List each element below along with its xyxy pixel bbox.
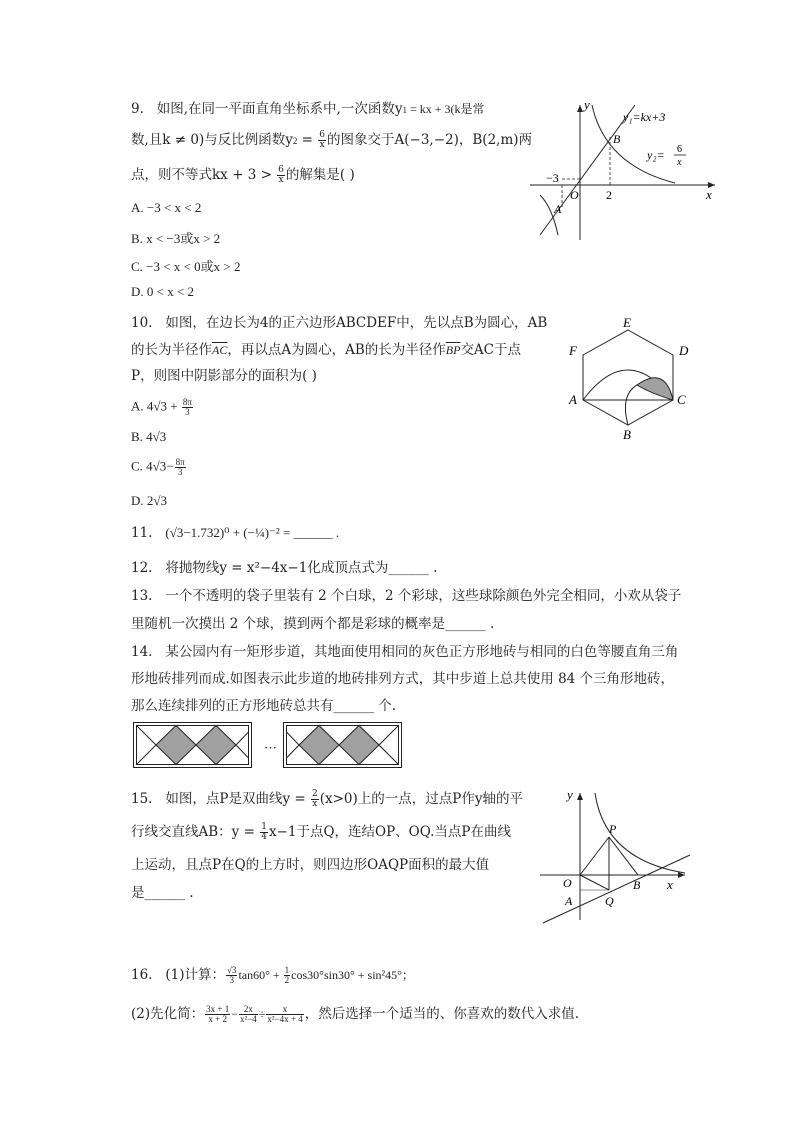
q15-origin: O	[563, 876, 572, 890]
hex-label-e: E	[623, 315, 631, 330]
arc-bp-shape	[625, 385, 637, 425]
q9-tick-2: 2	[606, 188, 612, 202]
frac-6-over-x: $\frac{6}{x}$	[319, 130, 325, 150]
gray-tile	[156, 726, 196, 765]
q9-point-a: A	[554, 202, 562, 216]
q14-tile-strip	[133, 722, 405, 770]
q9-origin: O	[570, 188, 579, 202]
q15-graph	[535, 785, 695, 925]
q9-y1-label: y₁=kx+3	[623, 110, 666, 124]
q11-line: 11. (√3−1.732)⁰ + (−¼)⁻² = ______ .	[131, 525, 340, 541]
q10-option-c: C. 4√3− $\frac{8\pi}{3}$	[131, 457, 185, 477]
hex-label-c: C	[677, 392, 686, 407]
svg-text:x: x	[677, 157, 682, 168]
q10-line1: 10. 如图，在边长为4的正六边形ABCDEF中，先以点B为圆心，AB	[131, 315, 548, 331]
q10-option-b: B. 4√3	[131, 429, 167, 444]
q9-y-label: y	[584, 97, 590, 112]
q15-point-q: Q	[605, 894, 614, 908]
q10-option-a: A. 4√3 + $\frac{8\pi}{3}$	[131, 397, 192, 417]
q9-line1: 9. 如图,在同一平面直角坐标系中,一次函数y1 = kx + 3(k是常	[131, 101, 485, 117]
q14-line3: 那么连续排列的正方形地砖总共有______ 个.	[131, 698, 397, 714]
q12-number: 12.	[131, 560, 153, 576]
gray-tile	[339, 726, 379, 765]
q9-line2: 数,且k ≠ 0)与反比例函数y2 = $\frac{6}{x}$ 的图象交于A(−3,−2)，B(2,m)两	[131, 130, 533, 150]
q15-point-p: P	[609, 822, 617, 836]
q10-number: 10.	[131, 315, 153, 331]
q15-y-label: y	[567, 787, 573, 802]
q9-y2-label: y₂=	[647, 148, 665, 162]
q13-number: 13.	[131, 588, 153, 604]
q9-tick-neg3: −3	[546, 171, 559, 185]
q10-line2: 的长为半径作$\overline{AC}$，再以点A为圆心，AB的长为半径作$\overline{BP}$交AC于点	[131, 342, 522, 358]
q9-number: 9.	[131, 101, 144, 117]
hex-label-a: A	[569, 392, 577, 407]
hex-label-d: D	[679, 343, 689, 358]
q15-x-label: x	[667, 877, 673, 892]
hex-label-f: F	[569, 343, 577, 358]
q9-option-b: B. x < −3或x > 2	[131, 231, 221, 246]
q9-option-d: D. 0 < x < 2	[131, 284, 195, 299]
q14-number: 14.	[131, 644, 153, 660]
hexagon	[583, 330, 673, 425]
q11-number: 11.	[131, 525, 153, 541]
gray-tile	[196, 726, 236, 765]
q10-option-d: D. 2√3	[131, 493, 168, 508]
q9-graph	[520, 95, 720, 245]
arc-ac: $\overline{AC}$	[212, 343, 228, 357]
q15-line2: 行线交直线AB：y = $\frac{1}{4}$ x−1于点Q，连结OP、OQ.当点P在曲线	[131, 822, 512, 842]
q15-line4: 是______ .	[131, 885, 194, 901]
q16-part2: (2)先化简： $\frac{3x + 1}{x + 2}$ − $\frac{2x}{\text{x²−4}}$ ÷ $\frac{x}{\text{x²−4x + 4}}$ ，然后选择一个适当的、你喜欢的数代入求值.	[131, 1004, 580, 1024]
q9-line3: 点，则不等式kx + 3 > $\frac{6}{x}$ 的解集是( )	[131, 165, 355, 185]
q14-line1: 14. 某公园内有一矩形步道，其地面使用相同的灰色正方形地砖与相同的白色等腰直角三角	[131, 644, 679, 660]
q14-line2: 形地砖排列而成.如图表示此步道的地砖排列方式，其中步道上总共使用 84 个三角形地砖，	[131, 671, 675, 687]
q13-line1: 13. 一个不透明的袋子里装有 2 个白球，2 个彩球，这些球除颜色外完全相同，小欢从袋子	[131, 588, 682, 604]
q9-option-a: A. −3 < x < 2	[131, 200, 202, 215]
q9-x-label: x	[706, 187, 712, 202]
shaded-region	[637, 378, 673, 400]
q13-line2: 里随机一次摸出 2 个球，摸到两个都是彩球的概率是______ .	[131, 616, 495, 632]
q9-option-c: C. −3 < x < 0或x > 2	[131, 259, 241, 274]
q12-line: 12. 将抛物线y = x²−4x−1化成顶点式为______ .	[131, 560, 438, 576]
arc-bp: $\overline{BP}$	[445, 343, 461, 357]
svg-text:6: 6	[677, 144, 682, 155]
gray-tile	[299, 726, 339, 765]
hex-label-b: B	[623, 427, 631, 442]
q16-number: 16.	[131, 967, 153, 983]
q15-point-a: A	[565, 894, 573, 908]
q16-part1: 16. (1)计算： $\frac{√3}{3}$ tan60° + $\frac{1}{2}$ cos30°sin30° + sin²45°；	[131, 965, 414, 985]
q15-point-b: B	[633, 878, 641, 892]
q15-line1: 15. 如图，点P是双曲线y = $\frac{2}{x}$ (x>0)上的一点，过点P作y轴的平	[131, 789, 523, 809]
q10-line3: P，则图中阴影部分的面积为( )	[131, 368, 317, 384]
q9-point-b: B	[613, 132, 621, 146]
q15-number: 15.	[131, 791, 153, 807]
q10-hexagon-figure	[565, 315, 700, 445]
q15-line3: 上运动，且点P在Q的上方时，则四边形OAQP面积的最大值	[131, 857, 490, 873]
q14-ellipsis: ···	[264, 740, 277, 755]
